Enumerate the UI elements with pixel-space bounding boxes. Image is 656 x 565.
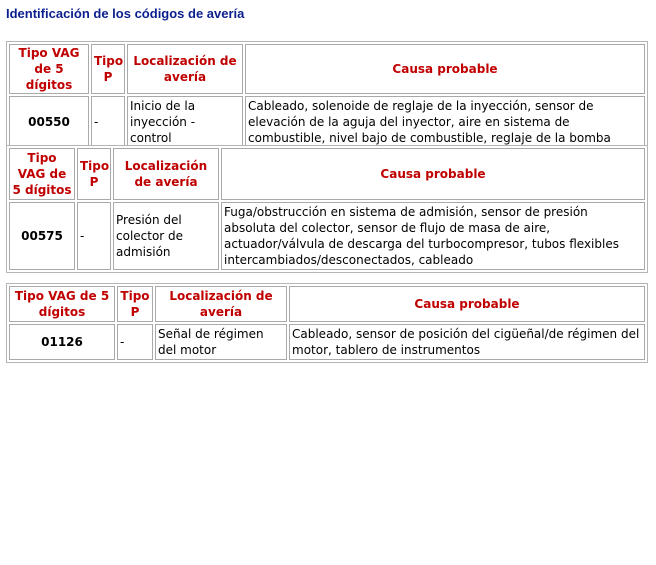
header-tipo-vag: Tipo VAG de 5 dígitos — [9, 286, 115, 322]
fault-code-table-00550 — [6, 41, 648, 150]
header-tipo-vag: Tipo VAG de 5 dígitos — [9, 44, 89, 94]
header-localizacion: Localización de avería — [155, 286, 287, 322]
causa-value: Cableado, sensor de posición del cigüeñal/de régimen del motor, tablero de instrumentos — [289, 324, 645, 360]
tipo-p-value: - — [117, 324, 153, 360]
header-causa: Causa probable — [289, 286, 645, 322]
causa-value: Fuga/obstrucción en sistema de admisión, sensor de presión absoluta del colector, sensor de flujo de masa de aire, actuador/válvula de descarga del turbocompresor, tubos flexibles intercambiados/desconectados, cableado — [221, 202, 645, 270]
tipo-p-value: - — [91, 96, 125, 147]
fault-code: 00550 — [9, 96, 89, 147]
table-header-row — [9, 44, 645, 94]
localizacion-value: Presión del colector de admisión — [113, 202, 219, 270]
header-causa: Causa probable — [245, 44, 645, 94]
header-localizacion: Localización de avería — [113, 148, 219, 200]
causa-value: Cableado, solenoide de reglaje de la inyección, sensor de elevación de la aguja del inyector, aire en sistema de combustible, nivel bajo de combustible, reglaje de la bomba — [245, 96, 645, 147]
header-tipo-p: Tipo P — [91, 44, 125, 94]
table-header-row — [9, 148, 645, 200]
header-tipo-p: Tipo P — [117, 286, 153, 322]
header-tipo-vag: Tipo VAG de 5 dígitos — [9, 148, 75, 200]
fault-code-table-01126 — [6, 283, 648, 363]
localizacion-value: Inicio de la inyección - control — [127, 96, 243, 147]
fault-code: 00575 — [9, 202, 75, 270]
table-row — [9, 324, 645, 360]
localizacion-value: Señal de régimen del motor — [155, 324, 287, 360]
table-header-row — [9, 286, 645, 322]
header-tipo-p: Tipo P — [77, 148, 111, 200]
table-row — [9, 202, 645, 270]
tipo-p-value: - — [77, 202, 111, 270]
header-causa: Causa probable — [221, 148, 645, 200]
fault-code-table-00575 — [6, 145, 648, 273]
page-title: Identificación de los códigos de avería — [6, 6, 245, 21]
fault-code: 01126 — [9, 324, 115, 360]
table-row — [9, 96, 645, 147]
header-localizacion: Localización de avería — [127, 44, 243, 94]
